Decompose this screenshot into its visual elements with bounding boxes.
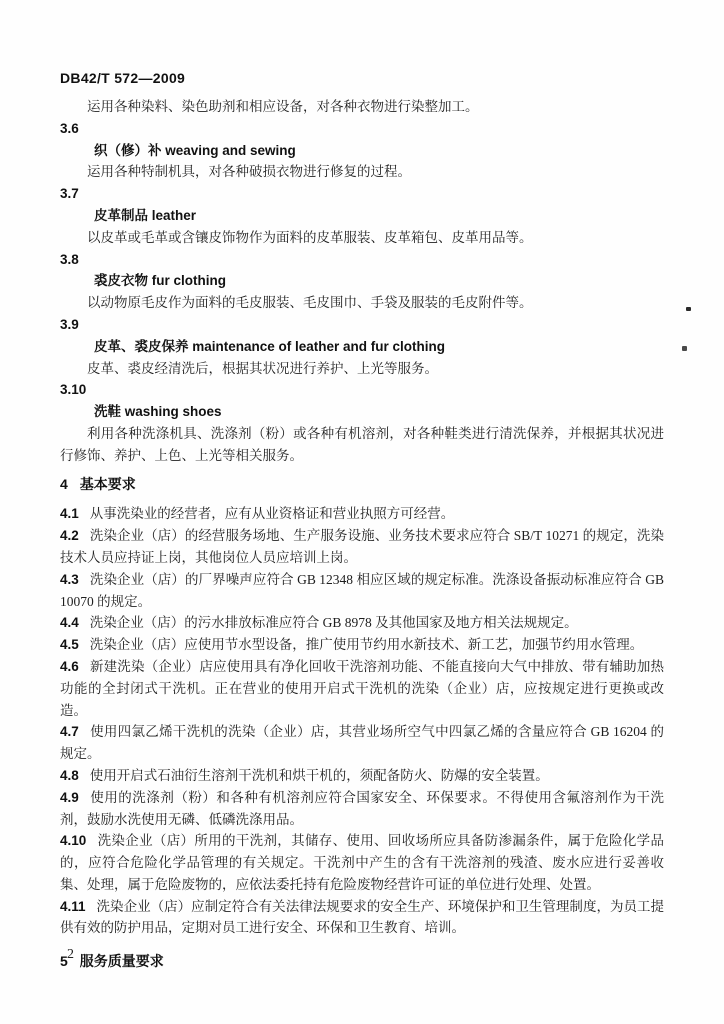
term-definition: 运用各种特制机具，对各种破损衣物进行修复的过程。 <box>87 164 411 180</box>
term-number: 3.7 <box>60 186 79 202</box>
clause-number: 4.9 <box>60 789 79 805</box>
clause-text: 洗染企业（店）的污水排放标准应符合 GB 8978 及其他国家及地方相关法规规定。 <box>89 615 578 631</box>
clause-text: 洗染企业（店）应使用节水型设备，推广使用节约用水新技术、新工艺，加强节约用水管理。 <box>89 637 644 653</box>
section-5-heading <box>60 951 664 973</box>
term-3-9 <box>60 314 664 379</box>
term-definition: 以动物原毛皮作为面料的毛皮服装、毛皮围巾、手袋及服装的毛皮附件等。 <box>87 295 533 311</box>
clause-number: 4.1 <box>60 506 79 522</box>
section-number: 5 <box>60 953 68 970</box>
clause-number: 4.2 <box>60 528 79 544</box>
doc-number-header: DB42/T 572—2009 <box>60 70 186 86</box>
clause-4-5 <box>60 634 664 656</box>
term-title: 织（修）补 weaving and sewing <box>94 142 296 158</box>
clause-text: 从事洗染业的经营者，应有从业资格证和营业执照方可经营。 <box>89 506 455 522</box>
scan-artifact-speck <box>682 346 687 351</box>
term-title: 皮革制品 leather <box>94 207 197 223</box>
term-number: 3.9 <box>60 316 79 332</box>
clause-number: 4.7 <box>60 724 79 740</box>
section-title: 服务质量要求 <box>79 953 164 970</box>
clause-text: 洗染企业（店）应制定符合有关法律法规要求的安全生产、环境保护和卫生管理制度，为员工提供有效的防护用品，定期对员工进行安全、环保和卫生教育、培训。 <box>60 898 664 936</box>
clause-text: 使用四氯乙烯干洗机的洗染（企业）店，其营业场所空气中四氯乙烯的含量应符合 GB 16204 的规定。 <box>60 724 664 762</box>
term-definition: 利用各种洗涤机具、洗涤剂（粉）或各种有机溶剂，对各种鞋类进行清洗保养，并根据其状况进行修饰、养护、上色、上光等相关服务。 <box>60 425 664 463</box>
term-title: 洗鞋 washing shoes <box>94 404 222 420</box>
clause-text: 新建洗染（企业）店应使用具有净化回收干洗溶剂功能、不能直接向大气中排放、带有辅助加热功能的全封闭式干洗机。正在营业的使用开启式干洗机的洗染（企业）店，应按规定进行更换或改造。 <box>60 658 664 718</box>
page-number: 2 <box>67 947 74 962</box>
term-title: 裘皮衣物 fur clothing <box>94 273 226 289</box>
term-3-6 <box>60 118 664 183</box>
clause-number: 4.3 <box>60 571 79 587</box>
clause-number: 4.8 <box>60 767 79 783</box>
clause-4-9 <box>60 787 664 831</box>
scan-artifact-speck <box>686 307 691 311</box>
clause-text: 使用的洗涤剂（粉）和各种有机溶剂应符合国家安全、环保要求。不得使用含氟溶剂作为干洗剂，鼓励水洗使用无磷、低磷洗涤用品。 <box>60 789 664 827</box>
clause-4-7 <box>60 721 664 765</box>
term-number: 3.6 <box>60 120 79 136</box>
term-title: 皮革、裘皮保养 maintenance of leather and fur clothing <box>94 338 446 354</box>
clause-number: 4.6 <box>60 658 79 674</box>
section-number: 4 <box>60 475 68 492</box>
clause-number: 4.4 <box>60 615 79 631</box>
clause-4-1 <box>60 503 664 525</box>
clause-text: 使用开启式石油衍生溶剂干洗机和烘干机的，须配备防火、防爆的安全装置。 <box>89 767 549 783</box>
continued-definition-paragraph: 运用各种染料、染色助剂和相应设备，对各种衣物进行染整加工。 <box>87 99 479 114</box>
clause-number: 4.10 <box>60 833 87 849</box>
term-3-10 <box>60 379 664 466</box>
term-3-7 <box>60 183 664 248</box>
clause-4-8 <box>60 765 664 787</box>
section-title: 基本要求 <box>79 475 136 492</box>
section-4-heading <box>60 474 664 496</box>
term-definition: 以皮革或毛革或含镶皮饰物作为面料的皮革服装、皮革箱包、皮革用品等。 <box>87 229 533 245</box>
clause-4-6 <box>60 656 664 721</box>
clause-4-10 <box>60 830 664 895</box>
clause-4-11 <box>60 896 664 940</box>
clause-4-2 <box>60 525 664 569</box>
page-content <box>60 96 664 981</box>
term-number: 3.10 <box>60 382 87 398</box>
clause-text: 洗染企业（店）的厂界噪声应符合 GB 12348 相应区域的规定标准。洗涤设备振动标准应符合 GB 10070 的规定。 <box>60 571 664 609</box>
clause-4-3 <box>60 569 664 613</box>
term-3-8 <box>60 249 664 314</box>
clause-number: 4.11 <box>60 898 86 914</box>
term-number: 3.8 <box>60 251 79 267</box>
clause-text: 洗染企业（店）的经营服务场地、生产服务设施、业务技术要求应符合 SB/T 10271 的规定，洗染技术人员应持证上岗，其他岗位人员应培训上岗。 <box>60 528 664 565</box>
clause-4-4 <box>60 612 664 634</box>
term-definition: 皮革、裘皮经清洗后，根据其状况进行养护、上光等服务。 <box>87 360 438 376</box>
clause-text: 洗染企业（店）所用的干洗剂，其储存、使用、回收场所应具备防渗漏条件，属于危险化学品的，应符合危险化学品管理的有关规定。干洗剂中产生的含有干洗溶剂的残渣、废水应进行妥善收集、处理，属于危险废物的，应依法委托持有危险废物经营许可证的单位进行处理、处置。 <box>60 833 664 892</box>
clause-number: 4.5 <box>60 637 79 653</box>
